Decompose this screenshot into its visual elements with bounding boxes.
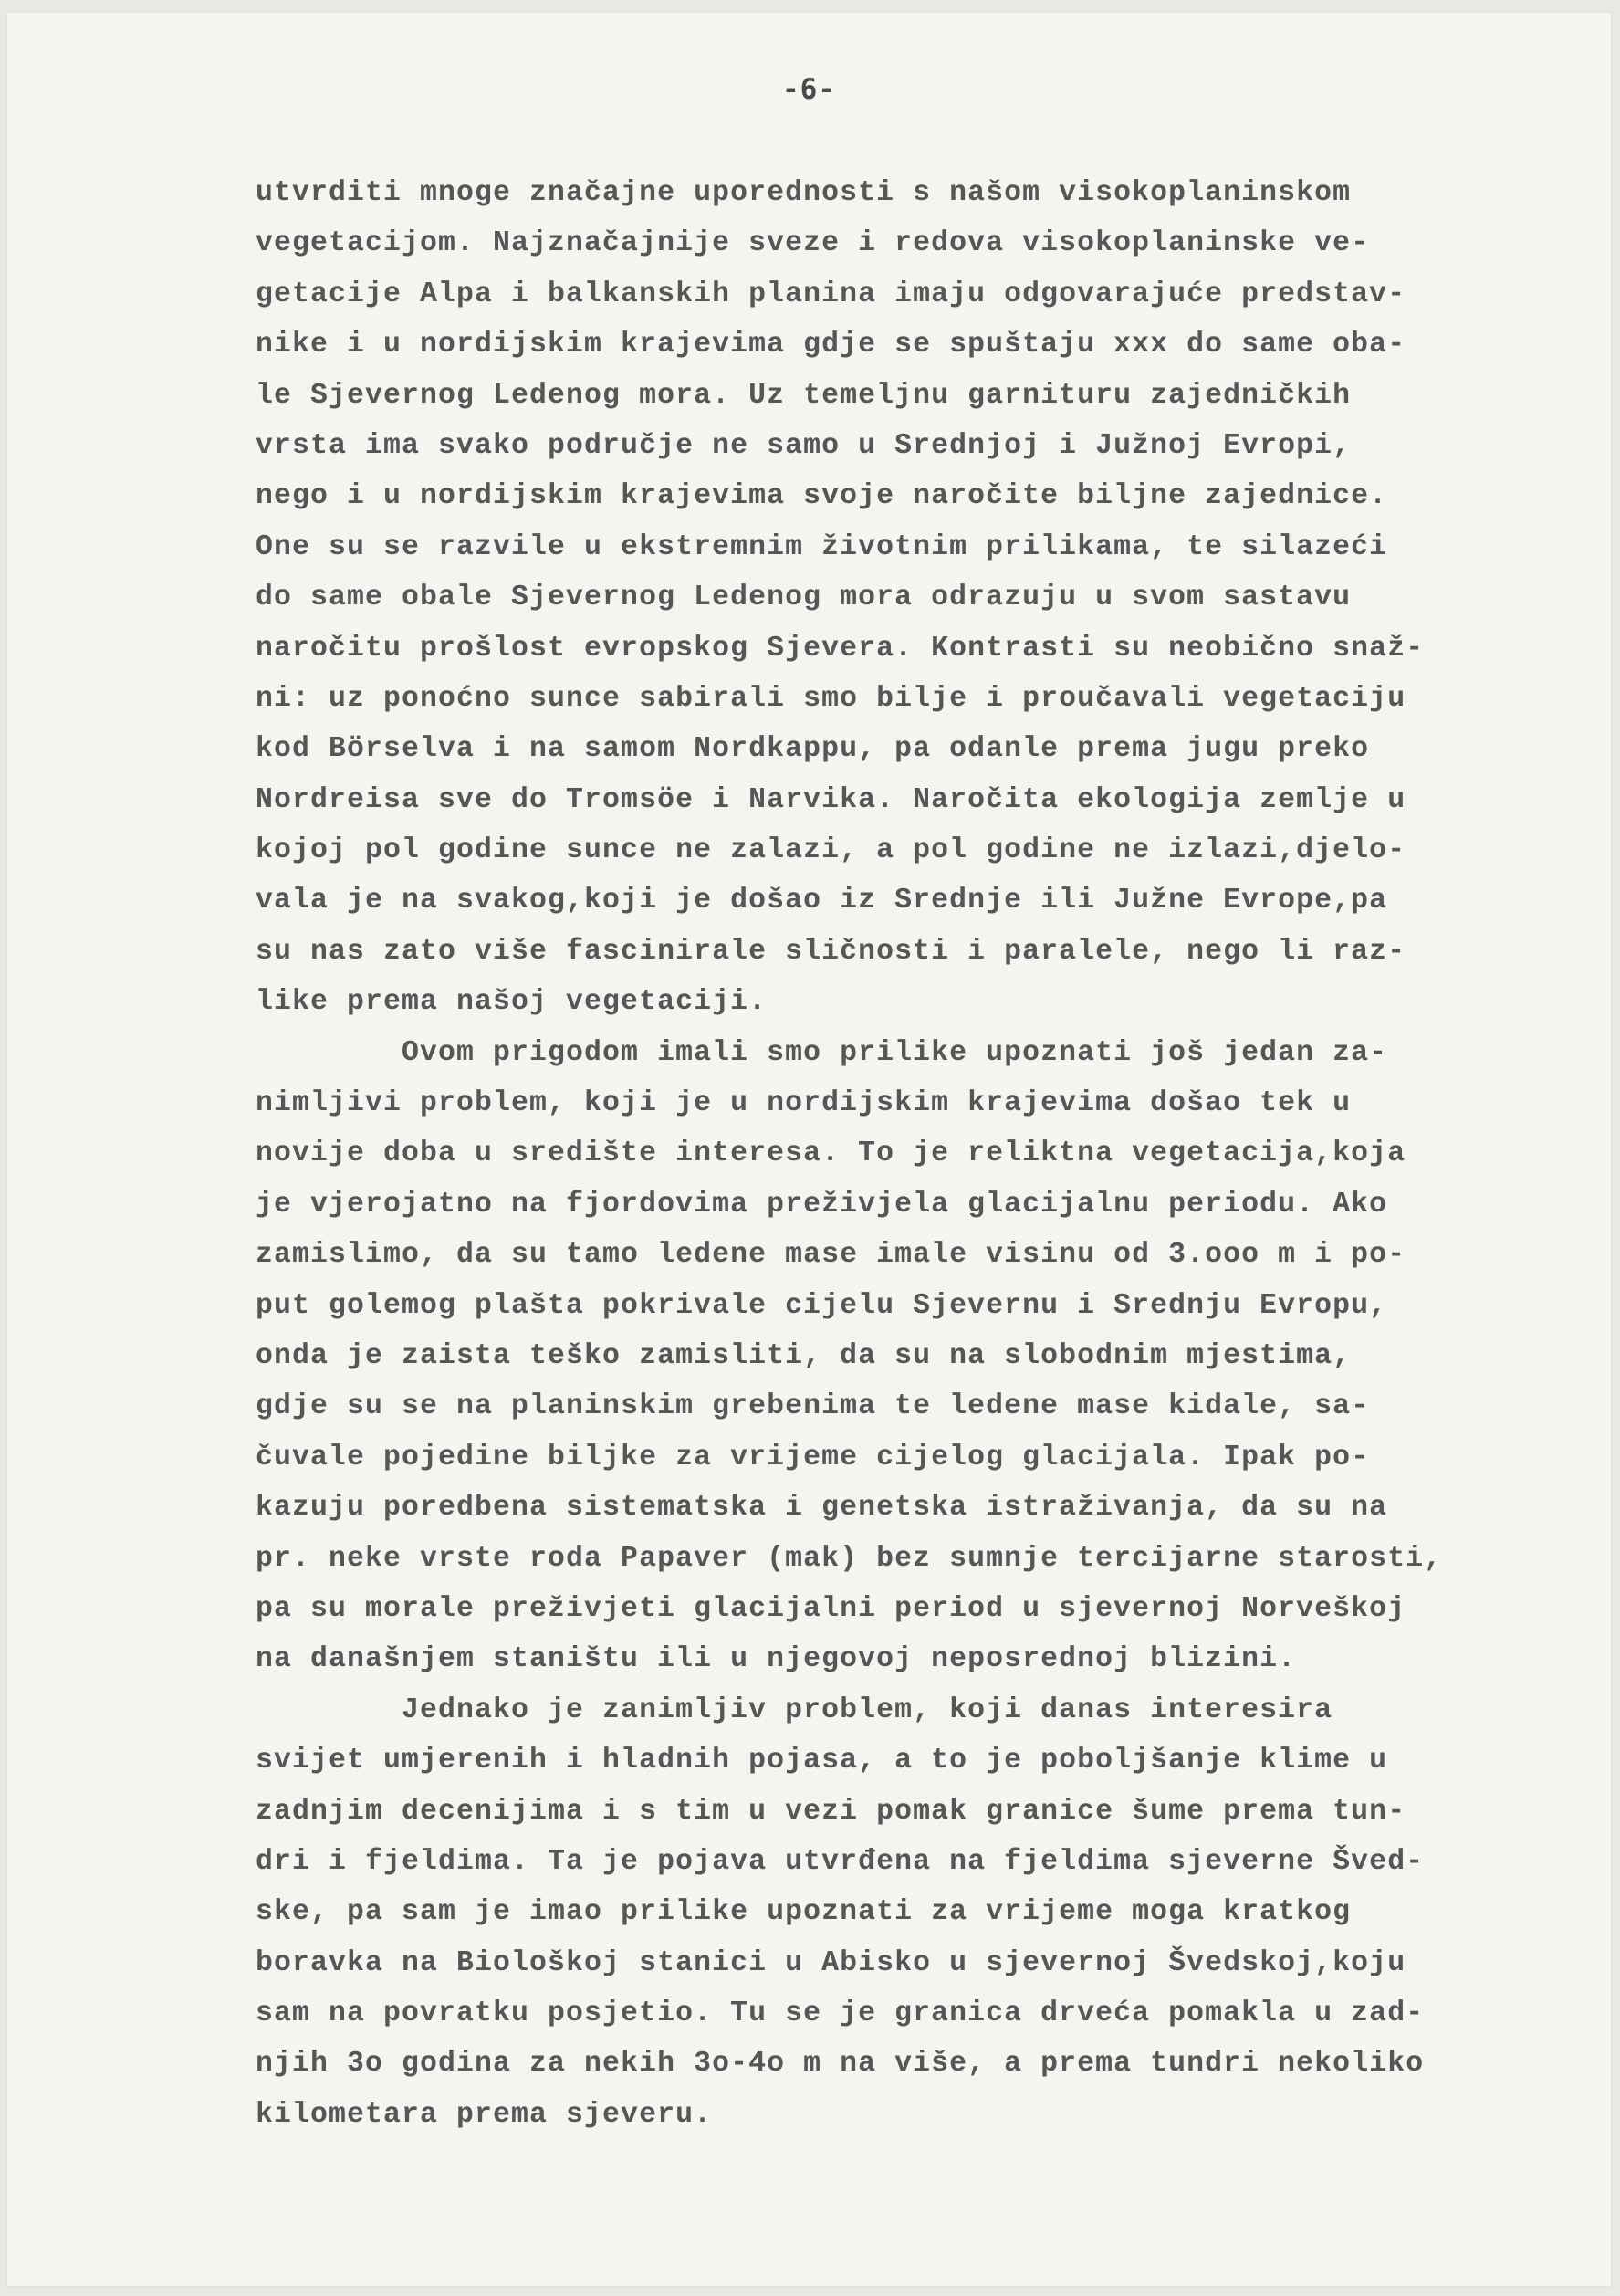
text-line: ske, pa sam je imao prilike upoznati za vrijeme moga kratkog xyxy=(256,1896,1352,1929)
text-line: vrsta ima svako područje ne samo u Srednjoj i Južnoj Evropi, xyxy=(256,429,1352,462)
text-line: dri i fjeldima. Ta je pojava utvrđena na fjeldima sjeverne Šved- xyxy=(256,1845,1425,1878)
text-line: nimljivi problem, koji je u nordijskim krajevima došao tek u xyxy=(256,1087,1352,1120)
text-line: kazuju poredbena sistematska i genetska istraživanja, da su na xyxy=(256,1492,1388,1525)
text-line: kilometara prema sjeveru. xyxy=(256,2098,713,2131)
text-line: naročitu prošlost evropskog Sjevera. Kontrasti su neobično snaž- xyxy=(256,632,1425,665)
text-line: sam na povratku posjetio. Tu se je granica drveća pomakla u zad- xyxy=(256,1997,1425,2030)
text-line: kojoj pol godine sunce ne zalazi, a pol godine ne izlazi,djelo- xyxy=(256,834,1406,867)
text-line: pa su morale preživjeti glacijalni period u sjevernoj Norveškoj xyxy=(256,1592,1406,1625)
text-line: nike i u nordijskim krajevima gdje se spuštaju xxx do same oba- xyxy=(256,329,1406,362)
text-line: do same obale Sjevernog Ledenog mora odrazuju u svom sastavu xyxy=(256,582,1352,614)
text-line: Nordreisa sve do Tromsöe i Narvika. Naročita ekologija zemlje u xyxy=(256,783,1406,816)
text-line: gdje su se na planinskim grebenima te ledene mase kidale, sa- xyxy=(256,1390,1370,1423)
body-text xyxy=(256,168,1570,2140)
text-line: kod Börselva i na samom Nordkappu, pa odanle prema jugu preko xyxy=(256,733,1370,766)
text-line: getacije Alpa i balkanskih planina imaju odgovarajuće predstav- xyxy=(256,278,1406,310)
text-line: le Sjevernog Ledenog mora. Uz temeljnu garnituru zajedničkih xyxy=(256,379,1352,412)
text-line: vala je na svakog,koji je došao iz Srednje ili Južne Evrope,pa xyxy=(256,885,1388,917)
text-line: čuvale pojedine biljke za vrijeme cijelog glacijala. Ipak po- xyxy=(256,1441,1370,1473)
text-line: zamislimo, da su tamo ledene mase imale visinu od 3.ooo m i po- xyxy=(256,1239,1406,1272)
text-line: zadnjim decenijima i s tim u vezi pomak granice šume prema tun- xyxy=(256,1795,1406,1828)
text-line: svijet umjerenih i hladnih pojasa, a to je poboljšanje klime u xyxy=(256,1745,1388,1777)
text-line: novije doba u središte interesa. To je reliktna vegetacija,koja xyxy=(256,1138,1406,1170)
text-line: njih 3o godina za nekih 3o-4o m na više, a prema tundri nekoliko xyxy=(256,2048,1425,2081)
text-line: One su se razvile u ekstremnim životnim prilikama, te silazeći xyxy=(256,530,1388,563)
text-line: boravka na Biološkoj stanici u Abisko u sjevernoj Švedskoj,koju xyxy=(256,1946,1406,1979)
text-line: Jednako je zanimljiv problem, koji danas interesira xyxy=(256,1693,1333,1726)
text-line: like prema našoj vegetaciji. xyxy=(256,986,768,1019)
text-line: pr. neke vrste roda Papaver (mak) bez sumnje tercijarne starosti, xyxy=(256,1542,1443,1575)
text-line: ni: uz ponoćno sunce sabirali smo bilje i proučavali vegetaciju xyxy=(256,682,1406,715)
page-number: -6- xyxy=(782,73,836,106)
text-line: vegetacijom. Najznačajnije sveze i redova visokoplaninske ve- xyxy=(256,227,1370,260)
text-line: utvrditi mnoge značajne uporednosti s našom visokoplaninskom xyxy=(256,177,1352,209)
text-line: na današnjem staništu ili u njegovoj neposrednoj blizini. xyxy=(256,1643,1297,1676)
typewritten-page xyxy=(7,13,1611,2286)
text-line: su nas zato više fascinirale sličnosti i paralele, nego li raz- xyxy=(256,935,1406,968)
text-line: je vjerojatno na fjordovima preživjela glacijalnu periodu. Ako xyxy=(256,1188,1388,1221)
text-line: nego i u nordijskim krajevima svoje naročite biljne zajednice. xyxy=(256,480,1388,513)
text-line: put golemog plašta pokrivale cijelu Sjevernu i Srednju Evropu, xyxy=(256,1289,1388,1322)
text-line: onda je zaista teško zamisliti, da su na slobodnim mjestima, xyxy=(256,1339,1352,1372)
text-line: Ovom prigodom imali smo prilike upoznati još jedan za- xyxy=(256,1036,1388,1069)
